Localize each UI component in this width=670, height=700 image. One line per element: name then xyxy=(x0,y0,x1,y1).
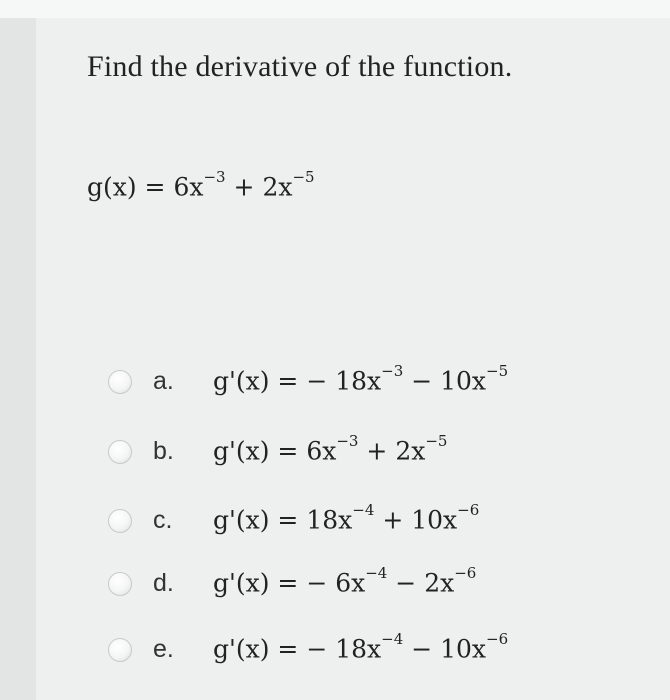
function-term-1-exponent: −3 xyxy=(203,168,226,186)
radio-button-b[interactable] xyxy=(108,440,132,464)
radio-button-a[interactable] xyxy=(108,370,132,394)
left-edge-strip xyxy=(0,18,36,700)
choice-e-lhs: g'(x) xyxy=(213,634,270,664)
choice-letter-e: e. xyxy=(153,635,174,663)
question-prompt: Find the derivative of the function. xyxy=(87,50,513,83)
choice-b-equals: = xyxy=(269,436,307,466)
choice-expression-d xyxy=(213,564,477,598)
choice-expression-e xyxy=(213,630,509,664)
choice-d[interactable] xyxy=(108,564,578,602)
choice-d-equals: = xyxy=(269,568,307,598)
choice-d-term-2: 2x xyxy=(424,568,455,598)
choice-b-exponent-2: −5 xyxy=(425,432,448,450)
choice-c-exponent-1: −4 xyxy=(352,501,375,519)
function-term-2-coef: 2x xyxy=(262,172,293,202)
choice-a-exponent-2: −5 xyxy=(486,362,509,380)
function-term-2-exponent: −5 xyxy=(292,168,315,186)
choice-a-term-1: − 18x xyxy=(306,366,382,396)
choice-d-operator: − xyxy=(387,568,425,598)
choice-e-operator: − xyxy=(403,634,441,664)
choice-e-term-1: − 18x xyxy=(306,634,382,664)
choice-c-operator: + xyxy=(374,505,412,535)
choice-a-term-2: 10x xyxy=(440,366,487,396)
radio-button-e[interactable] xyxy=(108,638,132,662)
choice-a-exponent-1: −3 xyxy=(381,362,404,380)
choice-e-term-2: 10x xyxy=(440,634,487,664)
radio-button-d[interactable] xyxy=(108,572,132,596)
choice-b[interactable] xyxy=(108,432,578,470)
choice-e-equals: = xyxy=(269,634,307,664)
choice-letter-c: c. xyxy=(153,506,173,534)
choice-a-operator: − xyxy=(403,366,441,396)
top-edge-strip xyxy=(0,0,670,18)
choice-b-lhs: g'(x) xyxy=(213,436,270,466)
choice-c-term-2: 10x xyxy=(411,505,458,535)
function-expression xyxy=(87,168,315,202)
choice-letter-d: d. xyxy=(153,569,174,597)
choice-e[interactable] xyxy=(108,630,578,668)
function-equals: = xyxy=(136,172,174,202)
radio-button-c[interactable] xyxy=(108,509,132,533)
choice-c-exponent-2: −6 xyxy=(457,501,480,519)
choice-b-operator: + xyxy=(358,436,396,466)
choice-a-equals: = xyxy=(269,366,307,396)
choice-e-exponent-2: −6 xyxy=(486,630,509,648)
choice-letter-b: b. xyxy=(153,437,174,465)
choice-c-term-1: 18x xyxy=(306,505,353,535)
choice-b-exponent-1: −3 xyxy=(336,432,359,450)
choice-c-equals: = xyxy=(269,505,307,535)
choice-b-term-2: 2x xyxy=(395,436,426,466)
function-lhs: g(x) xyxy=(87,172,137,202)
choice-expression-c xyxy=(213,501,480,535)
choice-expression-a xyxy=(213,362,509,396)
choice-d-lhs: g'(x) xyxy=(213,568,270,598)
function-term-2-operator: + xyxy=(225,172,263,202)
choice-d-exponent-2: −6 xyxy=(454,564,477,582)
choice-d-exponent-1: −4 xyxy=(365,564,388,582)
choice-expression-b xyxy=(213,432,448,466)
choice-c[interactable] xyxy=(108,501,578,539)
choice-a-lhs: g'(x) xyxy=(213,366,270,396)
choice-d-term-1: − 6x xyxy=(306,568,366,598)
choice-a[interactable] xyxy=(108,362,578,400)
function-term-1-coef: 6x xyxy=(173,172,204,202)
choice-e-exponent-1: −4 xyxy=(381,630,404,648)
choice-c-lhs: g'(x) xyxy=(213,505,270,535)
choice-letter-a: a. xyxy=(153,367,174,395)
choice-b-term-1: 6x xyxy=(306,436,337,466)
